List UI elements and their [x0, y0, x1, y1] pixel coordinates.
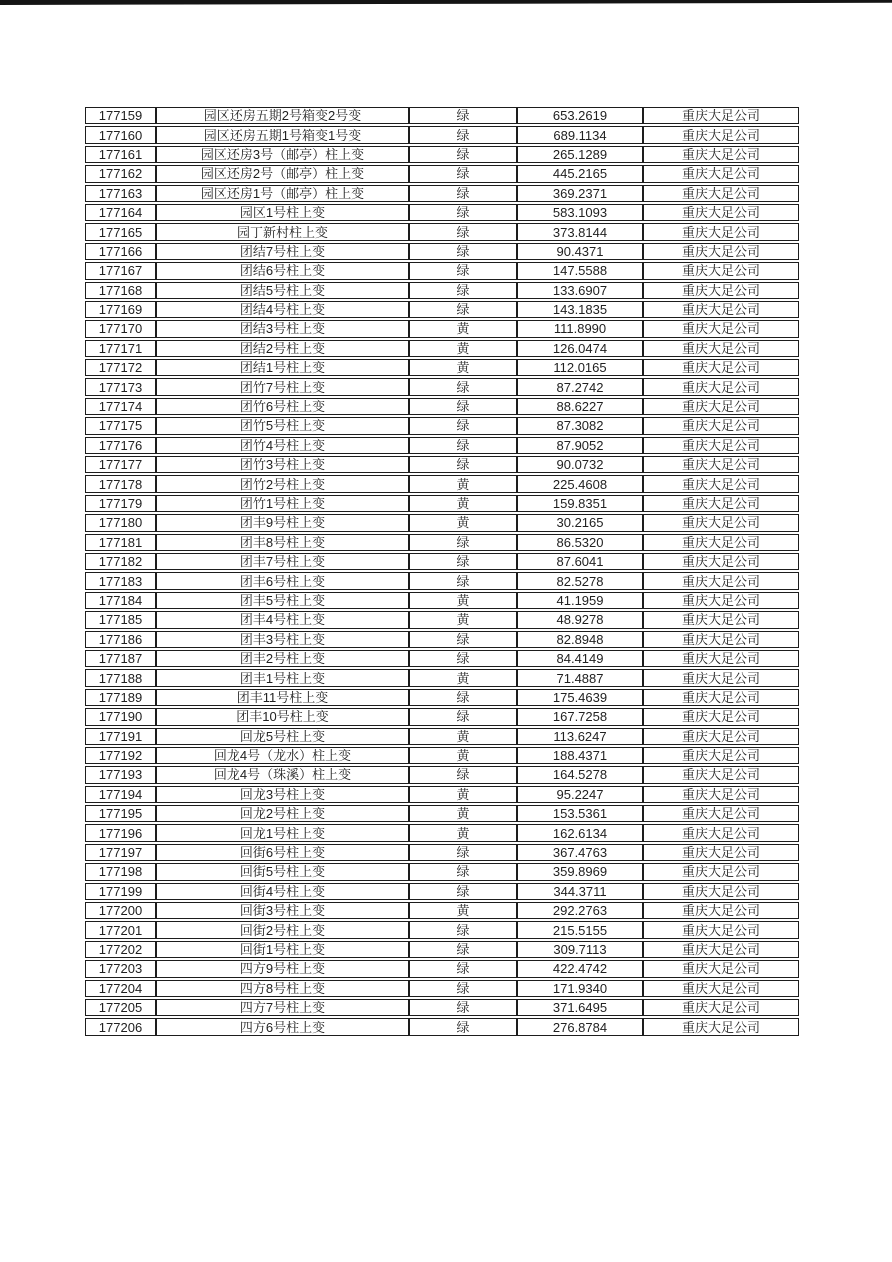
- cell-value: 71.4887: [517, 669, 643, 686]
- table-body: [85, 107, 799, 1036]
- cell-company: 重庆大足公司: [643, 359, 799, 376]
- cell-value: 171.9340: [517, 980, 643, 997]
- cell-id: 177202: [85, 941, 156, 958]
- table-row: [85, 631, 799, 648]
- cell-name: 团竹6号柱上变: [156, 398, 409, 415]
- cell-company: 重庆大足公司: [643, 902, 799, 919]
- table-row: [85, 165, 799, 182]
- cell-value: 90.4371: [517, 243, 643, 260]
- cell-name: 团丰7号柱上变: [156, 553, 409, 570]
- table-row: [85, 456, 799, 473]
- cell-value: 653.2619: [517, 107, 643, 124]
- cell-id: 177191: [85, 728, 156, 745]
- cell-id: 177165: [85, 223, 156, 240]
- cell-id: 177171: [85, 340, 156, 357]
- cell-name: 团结4号柱上变: [156, 301, 409, 318]
- cell-status: 绿: [409, 243, 517, 260]
- cell-company: 重庆大足公司: [643, 611, 799, 628]
- table-row: [85, 572, 799, 589]
- cell-status: 黄: [409, 320, 517, 337]
- cell-id: 177164: [85, 204, 156, 221]
- cell-id: 177177: [85, 456, 156, 473]
- cell-id: 177198: [85, 863, 156, 880]
- cell-status: 绿: [409, 165, 517, 182]
- cell-company: 重庆大足公司: [643, 708, 799, 725]
- cell-id: 177163: [85, 185, 156, 202]
- cell-company: 重庆大足公司: [643, 223, 799, 240]
- cell-company: 重庆大足公司: [643, 999, 799, 1016]
- cell-status: 黄: [409, 495, 517, 512]
- cell-value: 371.6495: [517, 999, 643, 1016]
- cell-id: 177200: [85, 902, 156, 919]
- table-row: [85, 495, 799, 512]
- cell-status: 绿: [409, 689, 517, 706]
- cell-status: 黄: [409, 611, 517, 628]
- cell-status: 绿: [409, 456, 517, 473]
- cell-id: 177189: [85, 689, 156, 706]
- cell-company: 重庆大足公司: [643, 669, 799, 686]
- cell-id: 177169: [85, 301, 156, 318]
- cell-id: 177180: [85, 514, 156, 531]
- cell-value: 82.5278: [517, 572, 643, 589]
- cell-status: 绿: [409, 126, 517, 143]
- table-row: [85, 999, 799, 1016]
- cell-name: 回街6号柱上变: [156, 844, 409, 861]
- table-row: [85, 902, 799, 919]
- cell-status: 绿: [409, 572, 517, 589]
- table-row: [85, 960, 799, 977]
- cell-value: 583.1093: [517, 204, 643, 221]
- cell-company: 重庆大足公司: [643, 185, 799, 202]
- cell-company: 重庆大足公司: [643, 534, 799, 551]
- table-row: [85, 786, 799, 803]
- cell-name: 园区还房3号（邮亭）柱上变: [156, 146, 409, 163]
- cell-value: 164.5278: [517, 766, 643, 783]
- table-row: [85, 262, 799, 279]
- table-row: [85, 204, 799, 221]
- cell-value: 133.6907: [517, 282, 643, 299]
- cell-id: 177204: [85, 980, 156, 997]
- table-row: [85, 475, 799, 492]
- cell-id: 177172: [85, 359, 156, 376]
- cell-company: 重庆大足公司: [643, 572, 799, 589]
- cell-status: 黄: [409, 786, 517, 803]
- cell-value: 111.8990: [517, 320, 643, 337]
- cell-id: 177190: [85, 708, 156, 725]
- cell-company: 重庆大足公司: [643, 650, 799, 667]
- cell-id: 177179: [85, 495, 156, 512]
- cell-status: 绿: [409, 999, 517, 1016]
- cell-company: 重庆大足公司: [643, 437, 799, 454]
- cell-value: 86.5320: [517, 534, 643, 551]
- table-row: [85, 223, 799, 240]
- cell-status: 绿: [409, 921, 517, 938]
- cell-company: 重庆大足公司: [643, 378, 799, 395]
- cell-id: 177201: [85, 921, 156, 938]
- cell-id: 177161: [85, 146, 156, 163]
- cell-company: 重庆大足公司: [643, 786, 799, 803]
- cell-name: 回龙5号柱上变: [156, 728, 409, 745]
- cell-value: 292.2763: [517, 902, 643, 919]
- cell-name: 团竹1号柱上变: [156, 495, 409, 512]
- cell-name: 园丁新村柱上变: [156, 223, 409, 240]
- cell-status: 绿: [409, 185, 517, 202]
- cell-company: 重庆大足公司: [643, 844, 799, 861]
- cell-id: 177174: [85, 398, 156, 415]
- cell-id: 177183: [85, 572, 156, 589]
- cell-value: 373.8144: [517, 223, 643, 240]
- table-row: [85, 320, 799, 337]
- cell-name: 团丰10号柱上变: [156, 708, 409, 725]
- cell-company: 重庆大足公司: [643, 728, 799, 745]
- cell-name: 团竹5号柱上变: [156, 417, 409, 434]
- table-row: [85, 824, 799, 841]
- cell-name: 回街2号柱上变: [156, 921, 409, 938]
- cell-company: 重庆大足公司: [643, 320, 799, 337]
- cell-id: 177205: [85, 999, 156, 1016]
- cell-company: 重庆大足公司: [643, 631, 799, 648]
- cell-status: 绿: [409, 1018, 517, 1035]
- cell-id: 177206: [85, 1018, 156, 1035]
- table-row: [85, 437, 799, 454]
- cell-name: 团结2号柱上变: [156, 340, 409, 357]
- table-row: [85, 805, 799, 822]
- cell-id: 177181: [85, 534, 156, 551]
- cell-value: 188.4371: [517, 747, 643, 764]
- cell-value: 445.2165: [517, 165, 643, 182]
- cell-name: 团结3号柱上变: [156, 320, 409, 337]
- cell-value: 30.2165: [517, 514, 643, 531]
- cell-id: 177185: [85, 611, 156, 628]
- cell-id: 177199: [85, 883, 156, 900]
- cell-name: 园区1号柱上变: [156, 204, 409, 221]
- cell-id: 177182: [85, 553, 156, 570]
- cell-name: 回街3号柱上变: [156, 902, 409, 919]
- cell-status: 黄: [409, 592, 517, 609]
- cell-id: 177173: [85, 378, 156, 395]
- cell-id: 177193: [85, 766, 156, 783]
- cell-name: 团竹4号柱上变: [156, 437, 409, 454]
- cell-id: 177167: [85, 262, 156, 279]
- table-row: [85, 553, 799, 570]
- cell-company: 重庆大足公司: [643, 980, 799, 997]
- cell-name: 团竹3号柱上变: [156, 456, 409, 473]
- cell-name: 四方7号柱上变: [156, 999, 409, 1016]
- cell-company: 重庆大足公司: [643, 398, 799, 415]
- table-row: [85, 534, 799, 551]
- cell-status: 黄: [409, 747, 517, 764]
- cell-value: 422.4742: [517, 960, 643, 977]
- cell-value: 159.8351: [517, 495, 643, 512]
- cell-value: 95.2247: [517, 786, 643, 803]
- cell-name: 团结7号柱上变: [156, 243, 409, 260]
- cell-name: 团丰1号柱上变: [156, 669, 409, 686]
- table-row: [85, 844, 799, 861]
- cell-value: 88.6227: [517, 398, 643, 415]
- table-row: [85, 301, 799, 318]
- table-row: [85, 669, 799, 686]
- cell-value: 309.7113: [517, 941, 643, 958]
- cell-id: 177186: [85, 631, 156, 648]
- cell-value: 126.0474: [517, 340, 643, 357]
- cell-company: 重庆大足公司: [643, 475, 799, 492]
- cell-status: 绿: [409, 282, 517, 299]
- cell-name: 四方8号柱上变: [156, 980, 409, 997]
- cell-status: 黄: [409, 475, 517, 492]
- cell-id: 177192: [85, 747, 156, 764]
- cell-status: 黄: [409, 902, 517, 919]
- cell-status: 绿: [409, 960, 517, 977]
- cell-id: 177176: [85, 437, 156, 454]
- cell-name: 团结1号柱上变: [156, 359, 409, 376]
- cell-value: 359.8969: [517, 863, 643, 880]
- table-row: [85, 1018, 799, 1035]
- cell-name: 园区还房五期2号箱变2号变: [156, 107, 409, 124]
- cell-status: 绿: [409, 708, 517, 725]
- cell-status: 绿: [409, 107, 517, 124]
- cell-status: 黄: [409, 824, 517, 841]
- cell-status: 绿: [409, 223, 517, 240]
- cell-name: 团丰5号柱上变: [156, 592, 409, 609]
- cell-id: 177194: [85, 786, 156, 803]
- cell-value: 41.1959: [517, 592, 643, 609]
- cell-company: 重庆大足公司: [643, 766, 799, 783]
- cell-name: 园区还房2号（邮亭）柱上变: [156, 165, 409, 182]
- cell-status: 绿: [409, 863, 517, 880]
- cell-id: 177168: [85, 282, 156, 299]
- cell-value: 265.1289: [517, 146, 643, 163]
- cell-company: 重庆大足公司: [643, 514, 799, 531]
- cell-status: 黄: [409, 359, 517, 376]
- cell-status: 绿: [409, 844, 517, 861]
- cell-status: 绿: [409, 766, 517, 783]
- cell-name: 团丰11号柱上变: [156, 689, 409, 706]
- cell-id: 177188: [85, 669, 156, 686]
- cell-status: 绿: [409, 534, 517, 551]
- cell-company: 重庆大足公司: [643, 243, 799, 260]
- cell-name: 园区还房五期1号箱变1号变: [156, 126, 409, 143]
- cell-status: 绿: [409, 204, 517, 221]
- cell-value: 90.0732: [517, 456, 643, 473]
- cell-company: 重庆大足公司: [643, 689, 799, 706]
- cell-company: 重庆大足公司: [643, 960, 799, 977]
- cell-id: 177170: [85, 320, 156, 337]
- cell-name: 回街1号柱上变: [156, 941, 409, 958]
- cell-company: 重庆大足公司: [643, 824, 799, 841]
- cell-id: 177178: [85, 475, 156, 492]
- cell-id: 177195: [85, 805, 156, 822]
- table-row: [85, 766, 799, 783]
- cell-company: 重庆大足公司: [643, 165, 799, 182]
- cell-status: 绿: [409, 883, 517, 900]
- cell-value: 143.1835: [517, 301, 643, 318]
- cell-value: 48.9278: [517, 611, 643, 628]
- cell-value: 167.7258: [517, 708, 643, 725]
- cell-status: 绿: [409, 262, 517, 279]
- cell-id: 177159: [85, 107, 156, 124]
- cell-name: 回龙4号（珠溪）柱上变: [156, 766, 409, 783]
- cell-name: 团竹2号柱上变: [156, 475, 409, 492]
- cell-value: 175.4639: [517, 689, 643, 706]
- cell-name: 团丰6号柱上变: [156, 572, 409, 589]
- table-row: [85, 146, 799, 163]
- table-row: [85, 359, 799, 376]
- table-row: [85, 282, 799, 299]
- cell-status: 黄: [409, 805, 517, 822]
- cell-company: 重庆大足公司: [643, 301, 799, 318]
- cell-status: 绿: [409, 631, 517, 648]
- cell-company: 重庆大足公司: [643, 553, 799, 570]
- cell-status: 绿: [409, 980, 517, 997]
- table-row: [85, 592, 799, 609]
- cell-name: 团丰2号柱上变: [156, 650, 409, 667]
- cell-name: 回街5号柱上变: [156, 863, 409, 880]
- cell-value: 113.6247: [517, 728, 643, 745]
- cell-status: 绿: [409, 553, 517, 570]
- cell-status: 黄: [409, 669, 517, 686]
- cell-company: 重庆大足公司: [643, 417, 799, 434]
- cell-name: 团结6号柱上变: [156, 262, 409, 279]
- table-row: [85, 340, 799, 357]
- cell-status: 绿: [409, 941, 517, 958]
- cell-company: 重庆大足公司: [643, 1018, 799, 1035]
- cell-name: 团丰4号柱上变: [156, 611, 409, 628]
- table-row: [85, 980, 799, 997]
- cell-name: 四方9号柱上变: [156, 960, 409, 977]
- cell-value: 344.3711: [517, 883, 643, 900]
- cell-company: 重庆大足公司: [643, 204, 799, 221]
- cell-name: 回龙4号（龙水）柱上变: [156, 747, 409, 764]
- cell-name: 回龙2号柱上变: [156, 805, 409, 822]
- cell-value: 367.4763: [517, 844, 643, 861]
- cell-company: 重庆大足公司: [643, 340, 799, 357]
- cell-value: 87.2742: [517, 378, 643, 395]
- cell-name: 园区还房1号（邮亭）柱上变: [156, 185, 409, 202]
- cell-status: 绿: [409, 378, 517, 395]
- cell-company: 重庆大足公司: [643, 921, 799, 938]
- cell-id: 177162: [85, 165, 156, 182]
- cell-name: 团丰3号柱上变: [156, 631, 409, 648]
- cell-name: 团结5号柱上变: [156, 282, 409, 299]
- table-row: [85, 185, 799, 202]
- cell-company: 重庆大足公司: [643, 146, 799, 163]
- cell-name: 回龙3号柱上变: [156, 786, 409, 803]
- table-row: [85, 398, 799, 415]
- table-row: [85, 650, 799, 667]
- cell-value: 276.8784: [517, 1018, 643, 1035]
- cell-name: 回街4号柱上变: [156, 883, 409, 900]
- cell-value: 82.8948: [517, 631, 643, 648]
- cell-company: 重庆大足公司: [643, 495, 799, 512]
- cell-value: 87.9052: [517, 437, 643, 454]
- cell-value: 369.2371: [517, 185, 643, 202]
- cell-value: 225.4608: [517, 475, 643, 492]
- cell-status: 绿: [409, 417, 517, 434]
- cell-id: 177166: [85, 243, 156, 260]
- cell-status: 黄: [409, 728, 517, 745]
- cell-value: 87.6041: [517, 553, 643, 570]
- cell-id: 177187: [85, 650, 156, 667]
- table-row: [85, 747, 799, 764]
- table-row: [85, 863, 799, 880]
- table-row: [85, 728, 799, 745]
- cell-status: 绿: [409, 301, 517, 318]
- cell-company: 重庆大足公司: [643, 126, 799, 143]
- table-row: [85, 107, 799, 124]
- transformer-table: [85, 105, 799, 1038]
- cell-value: 215.5155: [517, 921, 643, 938]
- cell-company: 重庆大足公司: [643, 456, 799, 473]
- cell-company: 重庆大足公司: [643, 262, 799, 279]
- cell-id: 177203: [85, 960, 156, 977]
- cell-name: 四方6号柱上变: [156, 1018, 409, 1035]
- table-row: [85, 689, 799, 706]
- cell-value: 112.0165: [517, 359, 643, 376]
- table-row: [85, 243, 799, 260]
- table-row: [85, 611, 799, 628]
- cell-company: 重庆大足公司: [643, 805, 799, 822]
- cell-company: 重庆大足公司: [643, 747, 799, 764]
- cell-company: 重庆大足公司: [643, 282, 799, 299]
- table-row: [85, 417, 799, 434]
- cell-status: 绿: [409, 650, 517, 667]
- cell-status: 绿: [409, 437, 517, 454]
- cell-id: 177175: [85, 417, 156, 434]
- table-row: [85, 514, 799, 531]
- cell-company: 重庆大足公司: [643, 941, 799, 958]
- cell-company: 重庆大足公司: [643, 883, 799, 900]
- cell-status: 绿: [409, 146, 517, 163]
- cell-value: 153.5361: [517, 805, 643, 822]
- cell-status: 绿: [409, 398, 517, 415]
- cell-value: 162.6134: [517, 824, 643, 841]
- cell-value: 84.4149: [517, 650, 643, 667]
- cell-name: 回龙1号柱上变: [156, 824, 409, 841]
- table-row: [85, 941, 799, 958]
- cell-status: 黄: [409, 514, 517, 531]
- cell-company: 重庆大足公司: [643, 592, 799, 609]
- cell-name: 团竹7号柱上变: [156, 378, 409, 395]
- table-row: [85, 708, 799, 725]
- table-row: [85, 921, 799, 938]
- table-row: [85, 126, 799, 143]
- cell-name: 团丰8号柱上变: [156, 534, 409, 551]
- table-row: [85, 378, 799, 395]
- cell-id: 177196: [85, 824, 156, 841]
- cell-company: 重庆大足公司: [643, 107, 799, 124]
- cell-id: 177184: [85, 592, 156, 609]
- cell-status: 黄: [409, 340, 517, 357]
- cell-value: 147.5588: [517, 262, 643, 279]
- cell-value: 689.1134: [517, 126, 643, 143]
- table-row: [85, 883, 799, 900]
- cell-id: 177160: [85, 126, 156, 143]
- cell-name: 团丰9号柱上变: [156, 514, 409, 531]
- cell-value: 87.3082: [517, 417, 643, 434]
- cell-company: 重庆大足公司: [643, 863, 799, 880]
- cell-id: 177197: [85, 844, 156, 861]
